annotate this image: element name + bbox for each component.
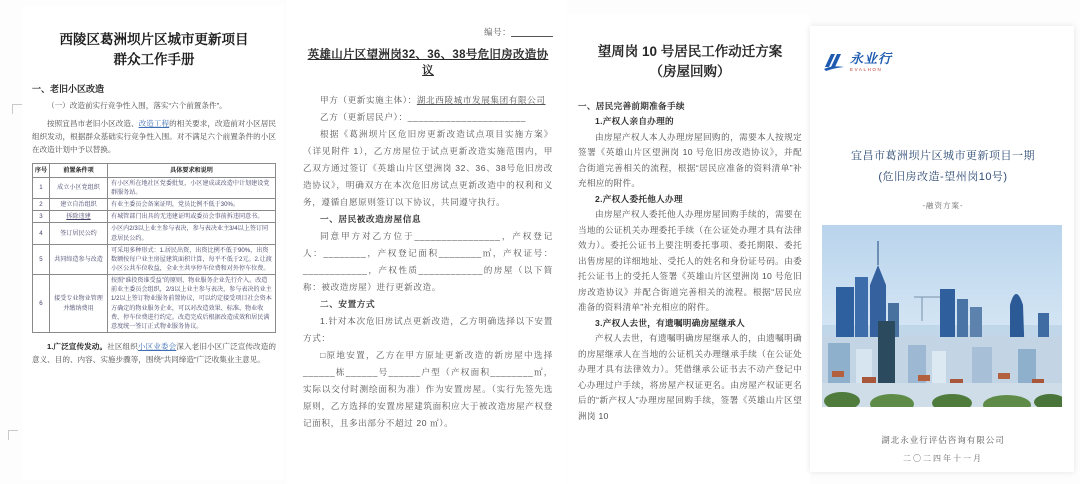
row-desc: 有业主委员会备案证明，党员比例不低于30%。 [108, 199, 276, 211]
table-row [33, 211, 276, 223]
page-work-handbook [22, 6, 284, 480]
handbook-title-line1: 西陵区葛洲坝片区城市更新项目 [59, 32, 249, 47]
plan-para3: 产权人去世，有遗嘱明确房屋继承人的，由遗嘱明确的房屋继承人在当地的公证机关办理继承手续（在公证处办理才具有法律效力）。凭借继承公证书去不动产登记中心办理过户手续，将房屋产权证更名。由房屋产权证更名后的“新产权人”办理房屋回购手续，签署《英雄山片区望洲岗 10 [578, 333, 802, 421]
handbook-intro-b [32, 118, 276, 157]
intro-text: 的相关要求，改造前对小区居民组织发动，根据群众基础实行竞争性入围。对不满足六个前置条件的小区在改造计划中予以替换。 [32, 119, 277, 154]
cover-title-line1: 宜昌市葛洲坝片区城市更新项目一期 [851, 150, 1035, 162]
resettle-intro: 1.针对本次危旧房试点更新改造，乙方明确选择以下安置方式： [303, 316, 553, 343]
plan-sub2: 2.产权人委托他人办理 [595, 193, 683, 204]
party-a-label: 甲方（更新实施主体）： [320, 95, 417, 105]
intro-text: 按照宜昌市老旧小区改造、 [47, 119, 139, 129]
page-renovation-agreement [287, 0, 567, 484]
number-blank: ________ [511, 27, 553, 37]
resettle-option-checkbox-paragraph: □原地安置，乙方在甲方原址更新改造的新房屋中选择______栋______号______户型（产权面积________㎡，实际以交付时测绘面积为准）作为安置房屋。（实行先签先选原则，乙方选择的安置房屋建筑面积应大于被改造房屋产权登记面积，且多出部分不超过 20 ㎡）。 [303, 350, 553, 428]
row-desc: 小区内2/3以上业主参与表决，参与表决业主3/4以上签订同意居民公约。 [108, 223, 276, 244]
handbook-footer-paragraph [32, 340, 276, 367]
page-relocation-plan [568, 14, 810, 484]
plan-para1: 由房屋产权人本人办理房屋回购的，需要本人按规定签署《英雄山片区望洲岗 10 号危旧房改造协议》，并配合街道完善相关的流程，根据“居民应准备的资料清单”补充相应的附件。 [578, 131, 802, 188]
logo-latin-text: EVALHON [850, 67, 883, 72]
row-item: 建立自治组织 [50, 199, 108, 211]
row-no: 5 [33, 244, 50, 274]
row-no: 1 [33, 177, 50, 198]
row-item: 共同缔造参与改造 [50, 244, 108, 274]
row-desc: 可采用多种形式：1.居民出资，出资比例不低于90%，出资数额按每户业主房屋建筑面积计算，每平不低于2元。2.让渡小区公共车位收益，全业主共享停车位费和对外停车位费。 [108, 244, 276, 274]
plan-sub3: 3.产权人去世，有遗嘱明确房屋继承人 [595, 317, 746, 328]
col-header-desc: 具体要求和说明 [108, 163, 276, 177]
party-a-line [303, 92, 553, 109]
plan-title-line1: 望周岗 10 号居民工作动迁方案 [597, 44, 783, 59]
table-row [33, 275, 276, 333]
number-label: 编号： [484, 27, 512, 37]
row-item: 成立小区党组织 [50, 177, 108, 198]
party-a-value: 湖北西陵城市发展集团有限公司 [416, 95, 546, 105]
logo-chinese-text: 永业行 [850, 51, 893, 66]
table-row [33, 223, 276, 244]
agreement-section-2: 二、安置方式 [320, 299, 376, 309]
house-info-paragraph: 同意甲方对乙方位于________________，产权登记人：________，产权登记面积________㎡，产权证号：____________，产权性质____________的房屋（以下简称：被改造房屋）进行更新改造。 [303, 231, 553, 292]
plan-title-line2: （房屋回购） [649, 64, 731, 80]
page-financing-cover [810, 26, 1074, 472]
row-no: 2 [33, 199, 50, 211]
row-no: 6 [33, 275, 50, 333]
company-name: 湖北永业行评估咨询有限公司 [881, 434, 1005, 445]
table-row [33, 244, 276, 274]
owners-committee-link[interactable]: 小区业委会 [137, 342, 177, 351]
cover-subtitle: -融资方案- [922, 200, 964, 210]
crop-mark [12, 104, 22, 114]
plan-sub1: 1.产权人亲自办理的 [595, 116, 674, 126]
agreement-section-1: 一、居民被改造房屋信息 [320, 214, 422, 224]
agreement-preamble: 根据《葛洲坝片区危旧房更新改造试点项目实施方案》（详见附件 1），乙方房屋位于试点更新改造实施范围内，甲乙双方通过签订《英雄山片区望洲岗 32、36、38号危旧房改造协议》，明确双方在本次危旧房试点更新改造中的权利和义务，遵循自愿原则签订以下协议，共同遵守执行。 [303, 129, 553, 207]
yongyehang-logo [822, 52, 1064, 86]
yongyehang-logo-icon [822, 52, 846, 72]
table-row [33, 199, 276, 211]
table-row [33, 177, 276, 198]
handbook-intro-a: （一）改造前实行竞争性入围，落实“六个前置条件”。 [47, 101, 227, 111]
city-skyline-photo [822, 225, 1062, 407]
row-item: 接受专业物业管理并缴纳费用 [50, 275, 108, 333]
cover-title [822, 146, 1064, 188]
row-desc: 按照“谁投资谁受益”的原则，物业服务企业先行介入。改造前业主委员会组织，2/3以上业主参与表决，参与表决的业主1/2以上签订物业服务前置协议，可以约定接受项目社会资本方确定的物业服务企业，可以对改造效果、标准、物业收费、停车位费进行约定。改造完成后根据改造成效和居民满意度统一签订正式物业服务协议。 [108, 275, 276, 333]
party-b-blank: ______________________ [407, 112, 526, 122]
col-header-item: 前置条件项 [50, 163, 108, 177]
cover-date: 二〇二四年十一月 [903, 453, 983, 463]
renovation-project-link[interactable]: 改造工程 [138, 119, 170, 129]
footer-text: 社区组织 [107, 342, 138, 351]
preconditions-table [32, 163, 276, 333]
agreement-title: 英雄山片区望洲岗32、36、38号危旧房改造协议 [307, 49, 549, 77]
row-no: 4 [33, 223, 50, 244]
footer-text: 深入老旧小区广泛宣传改造的意义、目的、内容、实施步骤等，围绕“共同缔造”广泛收集业主意见。 [32, 342, 277, 365]
party-b-label: 乙方（更新居民户）： [320, 112, 408, 122]
handbook-title-line2: 群众工作手册 [113, 51, 195, 67]
col-header-no: 序号 [33, 163, 50, 177]
row-desc: 有小区所在地社区党委批复，小区建成或改造中计划建设党群服务站。 [108, 177, 276, 198]
row-desc: 有城管部门出具的无违建证明或委员会事前拆违同意书。 [108, 211, 276, 223]
handbook-section-heading: 一、老旧小区改造 [32, 84, 105, 95]
agreement-number-line [303, 26, 553, 38]
demolish-illegal-build-link[interactable]: 拆除违建 [50, 211, 108, 223]
plan-section-heading: 一、居民完善前期准备手续 [578, 100, 685, 111]
row-item: 签订居民公约 [50, 223, 108, 244]
footer-lead: 1.广泛宣传发动。 [47, 342, 108, 351]
party-b-line [303, 109, 553, 126]
plan-para2: 由房屋产权人委托他人办理房屋回购手续的，需要在当地的公证机关办理委托手续（在公证处办理才具有法律效力）。委托公证书上要注明委托事项、委托期限、委托出售房屋的详细地址、受托人的姓名和身份证号码。由委托公证书上的受托人签署《英雄山片区望洲岗 10 号危旧房改造协议》并配合街道完善相关的流程。根据“居民应准备的资料清单”补充相应的附件。 [578, 209, 802, 312]
row-no: 3 [33, 211, 50, 223]
crop-mark [8, 430, 18, 440]
table-header-row [33, 163, 276, 177]
cover-title-line2: (危旧房改造-望州岗10号) [878, 170, 1008, 183]
